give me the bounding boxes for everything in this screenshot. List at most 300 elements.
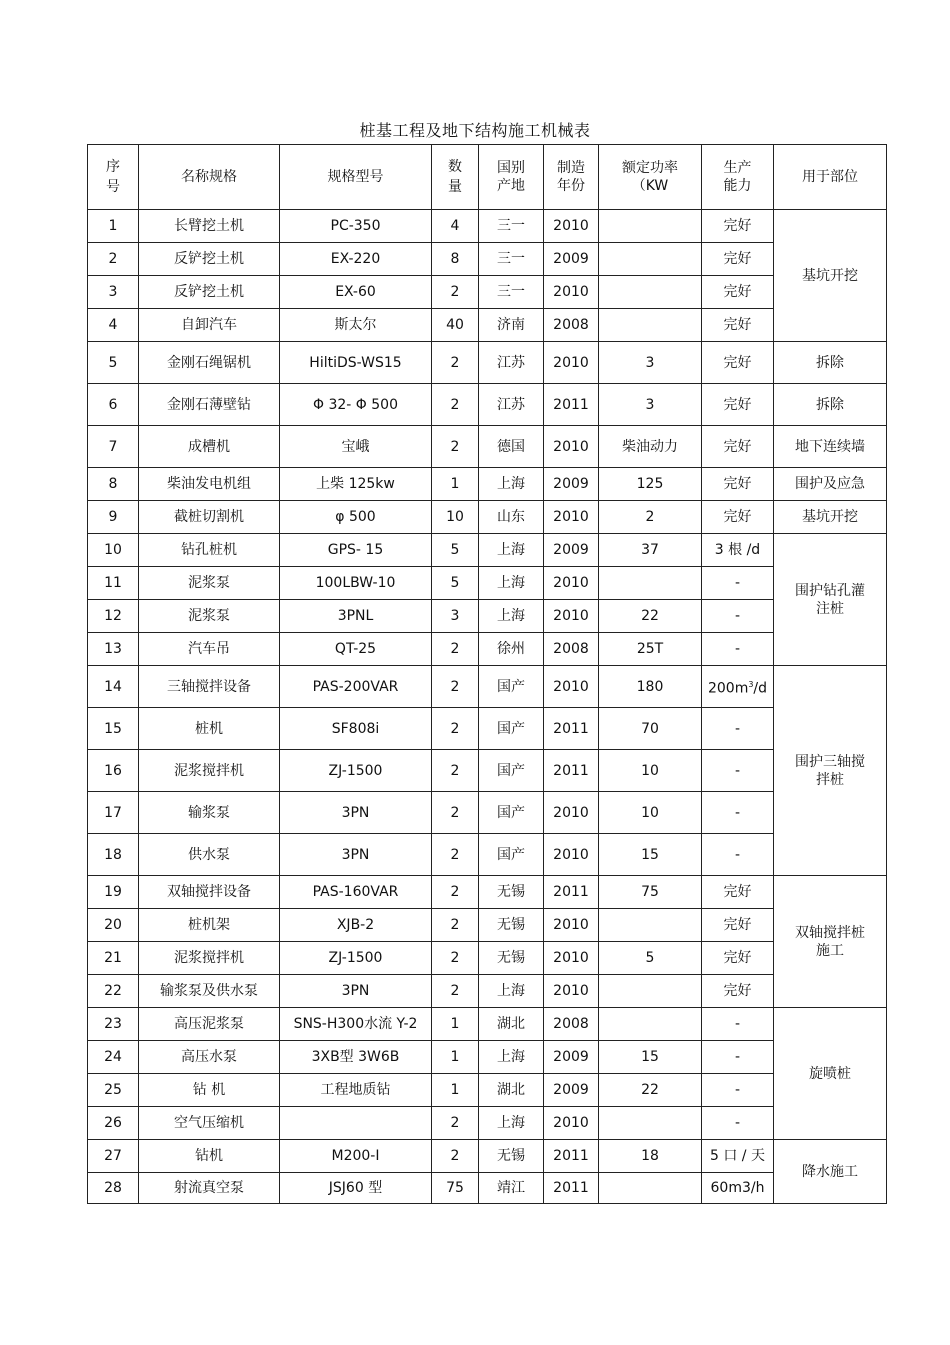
cell-capacity — [702, 534, 774, 567]
machinery-table — [87, 144, 887, 1204]
cell-name-text: 桩机架 — [188, 917, 230, 933]
cell-model-text: SNS-H300水流 Y-2 — [293, 1016, 418, 1032]
cell-power — [599, 909, 702, 942]
cell-year-text: 2009 — [553, 542, 589, 558]
cell-name — [139, 1074, 280, 1107]
cell-power — [599, 567, 702, 600]
cell-no-text: 15 — [104, 720, 122, 737]
cell-power — [599, 600, 702, 633]
cell-power — [599, 942, 702, 975]
cell-name-text: 三轴搅拌设备 — [167, 678, 251, 695]
cell-model-text: 100LBW-10 — [315, 575, 396, 591]
cell-origin — [479, 792, 544, 834]
cell-origin-text: 靖江 — [497, 1180, 525, 1196]
cell-origin-text: 无锡 — [497, 950, 525, 966]
header-row — [88, 145, 887, 210]
cell-model — [280, 243, 432, 276]
cell-capacity-superscript: 3 — [748, 679, 754, 689]
header-name: 名称规格 — [139, 145, 280, 210]
cell-no — [88, 501, 139, 534]
cell-usage — [774, 534, 887, 666]
cell-no — [88, 1041, 139, 1074]
cell-capacity-text: 完好 — [723, 917, 752, 933]
cell-usage — [774, 342, 887, 384]
cell-model-text: PC-350 — [330, 218, 381, 234]
cell-no — [88, 975, 139, 1008]
cell-model — [280, 384, 432, 426]
cell-no-text: 13 — [104, 641, 122, 657]
cell-year-text: 2010 — [553, 608, 589, 624]
cell-no-text: 22 — [104, 983, 122, 999]
cell-model-text: SF808i — [331, 720, 380, 737]
cell-origin-text: 无锡 — [497, 917, 525, 933]
cell-usage-text: 围护及应急 — [795, 476, 865, 492]
header-power: 额定功率 （KW — [599, 145, 702, 210]
cell-year — [544, 426, 599, 468]
cell-name — [139, 708, 280, 750]
cell-no-text: 27 — [104, 1148, 122, 1164]
cell-qty — [432, 309, 479, 342]
cell-origin-text: 江苏 — [497, 354, 525, 371]
cell-year — [544, 1140, 599, 1173]
cell-power — [599, 384, 702, 426]
cell-origin — [479, 1074, 544, 1107]
cell-model-text: GPS- 15 — [327, 542, 384, 558]
cell-model-text: 3XB型 3W6B — [311, 1049, 400, 1065]
cell-origin-text: 国产 — [497, 678, 525, 695]
cell-name-text: 成槽机 — [188, 438, 230, 455]
table-row — [88, 426, 887, 468]
cell-qty-text: 75 — [446, 1180, 464, 1196]
cell-power — [599, 1008, 702, 1041]
cell-capacity-text: 完好 — [723, 317, 752, 333]
cell-no-text: 10 — [104, 542, 122, 558]
cell-power — [599, 426, 702, 468]
cell-no-text: 14 — [104, 678, 122, 695]
table-row — [88, 876, 887, 909]
cell-power — [599, 501, 702, 534]
cell-capacity — [702, 834, 774, 876]
cell-model — [280, 909, 432, 942]
table-row — [88, 666, 887, 708]
header-year: 制造 年份 — [544, 145, 599, 210]
cell-qty-text: 1 — [450, 476, 460, 492]
cell-origin — [479, 210, 544, 243]
cell-origin — [479, 501, 544, 534]
cell-no-text: 7 — [108, 438, 118, 455]
cell-power — [599, 276, 702, 309]
cell-year-text: 2010 — [553, 804, 589, 821]
cell-name — [139, 342, 280, 384]
cell-year — [544, 666, 599, 708]
cell-capacity — [702, 1107, 774, 1140]
cell-capacity-text: - — [734, 608, 741, 624]
cell-qty — [432, 567, 479, 600]
cell-power-text: 柴油动力 — [622, 438, 678, 455]
cell-qty — [432, 426, 479, 468]
cell-power — [599, 1173, 702, 1204]
cell-no-text: 19 — [104, 884, 122, 900]
cell-usage — [774, 876, 887, 1008]
cell-year — [544, 1107, 599, 1140]
cell-origin — [479, 876, 544, 909]
cell-no-text: 6 — [108, 396, 118, 413]
cell-name — [139, 210, 280, 243]
table-row — [88, 1008, 887, 1041]
cell-power-text: 2 — [645, 509, 655, 525]
cell-name — [139, 1041, 280, 1074]
cell-no — [88, 210, 139, 243]
table-row — [88, 342, 887, 384]
cell-power — [599, 975, 702, 1008]
cell-name — [139, 567, 280, 600]
header-model: 规格型号 — [280, 145, 432, 210]
cell-power — [599, 243, 702, 276]
cell-name-text: 钻 机 — [192, 1082, 226, 1098]
cell-no — [88, 1074, 139, 1107]
cell-no — [88, 708, 139, 750]
cell-power — [599, 309, 702, 342]
cell-capacity-text: 60m3/h — [710, 1180, 765, 1196]
cell-capacity-text: 完好 — [723, 251, 752, 267]
header-capacity: 生产 能力 — [702, 145, 774, 210]
cell-origin — [479, 276, 544, 309]
table-row — [88, 600, 887, 633]
cell-model — [280, 1008, 432, 1041]
cell-no — [88, 876, 139, 909]
cell-power — [599, 468, 702, 501]
cell-origin-text: 国产 — [497, 762, 525, 779]
cell-qty-text: 2 — [450, 284, 460, 300]
cell-power — [599, 750, 702, 792]
cell-origin — [479, 342, 544, 384]
table-row — [88, 384, 887, 426]
cell-year — [544, 1041, 599, 1074]
table-row — [88, 567, 887, 600]
cell-name-text: 输浆泵 — [188, 804, 230, 821]
cell-name-text: 柴油发电机组 — [167, 476, 251, 492]
cell-origin-text: 国产 — [497, 720, 525, 737]
cell-qty — [432, 633, 479, 666]
cell-qty — [432, 792, 479, 834]
cell-no-text: 2 — [108, 251, 118, 267]
cell-year-text: 2011 — [553, 1180, 589, 1196]
cell-origin-text: 国产 — [497, 846, 525, 863]
cell-usage-text: 围护钻孔灌 注桩 — [795, 582, 865, 617]
cell-name-text: 供水泵 — [188, 846, 230, 863]
cell-year — [544, 750, 599, 792]
cell-model-text: 斯太尔 — [334, 317, 377, 333]
cell-power-text: 15 — [641, 1049, 659, 1065]
cell-no — [88, 276, 139, 309]
cell-year-text: 2009 — [553, 476, 589, 492]
cell-no — [88, 792, 139, 834]
cell-model-text: JSJ60 型 — [328, 1180, 383, 1196]
cell-capacity-text: 完好 — [723, 884, 752, 900]
cell-usage-text: 降水施工 — [802, 1163, 858, 1180]
table-row — [88, 909, 887, 942]
cell-power — [599, 1074, 702, 1107]
cell-name-text: 金刚石绳锯机 — [167, 354, 251, 371]
cell-power-text: 10 — [641, 804, 659, 821]
cell-no — [88, 942, 139, 975]
cell-qty-text: 8 — [450, 251, 460, 267]
cell-year-text: 2010 — [553, 509, 589, 525]
cell-name-text: 泥浆泵 — [188, 608, 230, 624]
cell-power-text: 37 — [641, 542, 659, 558]
cell-name — [139, 309, 280, 342]
cell-capacity-text: - — [734, 1115, 741, 1131]
cell-capacity — [702, 1008, 774, 1041]
cell-origin-text: 上海 — [497, 1049, 525, 1065]
cell-power-text: 10 — [641, 762, 659, 779]
cell-qty — [432, 1107, 479, 1140]
cell-origin-text: 三一 — [497, 251, 525, 267]
cell-qty — [432, 468, 479, 501]
cell-capacity — [702, 342, 774, 384]
cell-model-text: PAS-160VAR — [312, 884, 399, 900]
cell-no — [88, 633, 139, 666]
cell-name-text: 泥浆搅拌机 — [174, 950, 244, 966]
cell-no-text: 3 — [108, 284, 118, 300]
cell-no-text: 9 — [108, 509, 118, 525]
cell-year-text: 2010 — [553, 354, 589, 371]
cell-power — [599, 708, 702, 750]
cell-qty — [432, 1173, 479, 1204]
cell-name — [139, 1173, 280, 1204]
cell-no — [88, 468, 139, 501]
table-row — [88, 975, 887, 1008]
cell-qty-text: 1 — [450, 1049, 460, 1065]
cell-usage — [774, 666, 887, 876]
cell-origin-text: 上海 — [497, 575, 525, 591]
cell-year-text: 2008 — [553, 641, 589, 657]
cell-power-text: 75 — [641, 884, 659, 900]
cell-qty-text: 10 — [446, 509, 464, 525]
cell-year — [544, 942, 599, 975]
cell-qty — [432, 1140, 479, 1173]
cell-origin — [479, 384, 544, 426]
cell-origin-text: 徐州 — [497, 641, 525, 657]
cell-model — [280, 942, 432, 975]
cell-name-text: 输浆泵及供水泵 — [160, 983, 258, 999]
cell-year-text: 2010 — [553, 917, 589, 933]
cell-model-text: HiltiDS-WS15 — [309, 354, 402, 371]
cell-capacity — [702, 750, 774, 792]
cell-name-text: 汽车吊 — [188, 641, 230, 657]
cell-no-text: 21 — [104, 950, 122, 966]
cell-origin — [479, 567, 544, 600]
cell-capacity-text: - — [734, 1016, 741, 1032]
cell-no-text: 12 — [104, 608, 122, 624]
cell-model-text: PAS-200VAR — [312, 678, 399, 695]
cell-qty-text: 5 — [450, 575, 460, 591]
cell-qty-text: 2 — [450, 396, 460, 413]
table-row — [88, 708, 887, 750]
cell-usage-text: 围护三轴搅 拌桩 — [795, 753, 865, 788]
cell-year — [544, 534, 599, 567]
cell-qty — [432, 1041, 479, 1074]
cell-origin — [479, 243, 544, 276]
cell-year-text: 2010 — [553, 678, 589, 695]
cell-power — [599, 792, 702, 834]
cell-year-text: 2010 — [553, 1115, 589, 1131]
cell-usage — [774, 426, 887, 468]
cell-name-text: 高压泥浆泵 — [174, 1016, 244, 1032]
cell-year-text: 2009 — [553, 1082, 589, 1098]
cell-capacity-text: - — [734, 575, 741, 591]
cell-usage-text: 拆除 — [816, 354, 844, 371]
cell-name-text: 泥浆泵 — [188, 575, 230, 591]
cell-model — [280, 1041, 432, 1074]
cell-usage-text: 基坑开挖 — [802, 509, 858, 525]
table-row — [88, 309, 887, 342]
cell-no-text: 24 — [104, 1049, 122, 1065]
cell-model — [280, 834, 432, 876]
cell-power-text: 3 — [645, 396, 655, 413]
cell-capacity — [702, 633, 774, 666]
cell-qty-text: 2 — [450, 917, 460, 933]
cell-origin-text: 湖北 — [497, 1016, 525, 1032]
cell-origin-text: 上海 — [497, 983, 525, 999]
cell-year-text: 2010 — [553, 438, 589, 455]
cell-origin-text: 三一 — [497, 218, 525, 234]
cell-model — [280, 210, 432, 243]
cell-power — [599, 210, 702, 243]
cell-origin — [479, 600, 544, 633]
cell-origin-text: 山东 — [497, 509, 525, 525]
cell-qty-text: 3 — [450, 608, 460, 624]
cell-year-text: 2011 — [553, 720, 589, 737]
cell-origin — [479, 1173, 544, 1204]
cell-qty-text: 2 — [450, 1115, 460, 1131]
cell-year-text: 2011 — [553, 884, 589, 900]
cell-model — [280, 1074, 432, 1107]
cell-name-text: 金刚石薄壁钻 — [167, 396, 251, 413]
cell-year-text: 2011 — [553, 762, 589, 779]
cell-qty — [432, 975, 479, 1008]
cell-capacity — [702, 309, 774, 342]
cell-capacity-text: - — [734, 720, 741, 737]
cell-origin — [479, 666, 544, 708]
header-no: 序 号 — [88, 145, 139, 210]
cell-qty — [432, 942, 479, 975]
cell-name — [139, 975, 280, 1008]
cell-name — [139, 834, 280, 876]
cell-capacity — [702, 567, 774, 600]
cell-model — [280, 792, 432, 834]
header-origin: 国别 产地 — [479, 145, 544, 210]
cell-power-text: 18 — [641, 1148, 659, 1164]
cell-qty-text: 2 — [450, 983, 460, 999]
cell-model — [280, 1140, 432, 1173]
cell-no-text: 28 — [104, 1180, 122, 1196]
cell-model — [280, 750, 432, 792]
cell-model-text: 3PN — [341, 983, 370, 999]
cell-name-text: 自卸汽车 — [181, 317, 237, 333]
cell-model-text: 宝峨 — [341, 438, 370, 455]
table-row — [88, 633, 887, 666]
cell-qty — [432, 876, 479, 909]
cell-no — [88, 1008, 139, 1041]
cell-no-text: 17 — [104, 804, 122, 821]
cell-power-text: 5 — [645, 950, 655, 966]
cell-usage-text: 旋喷桩 — [809, 1065, 851, 1082]
cell-power — [599, 834, 702, 876]
cell-capacity — [702, 426, 774, 468]
cell-year — [544, 567, 599, 600]
cell-origin-text: 三一 — [497, 284, 525, 300]
cell-name-text: 钻孔桩机 — [181, 542, 237, 558]
cell-year — [544, 975, 599, 1008]
cell-qty — [432, 384, 479, 426]
cell-year — [544, 876, 599, 909]
cell-power — [599, 1107, 702, 1140]
cell-year — [544, 384, 599, 426]
cell-model-text: 工程地质钻 — [320, 1082, 391, 1098]
cell-no — [88, 666, 139, 708]
table-row — [88, 834, 887, 876]
cell-origin — [479, 834, 544, 876]
cell-no-text: 11 — [104, 575, 122, 591]
cell-qty-text: 2 — [450, 354, 460, 371]
cell-name-text: 桩机 — [195, 720, 223, 737]
cell-no-text: 16 — [104, 762, 122, 779]
cell-year-text: 2009 — [553, 251, 589, 267]
cell-no-text: 18 — [104, 846, 122, 863]
cell-qty — [432, 708, 479, 750]
cell-capacity-text: 完好 — [723, 396, 752, 413]
cell-capacity-text: 完好 — [723, 950, 752, 966]
cell-no — [88, 834, 139, 876]
cell-origin — [479, 942, 544, 975]
cell-name — [139, 534, 280, 567]
cell-capacity — [702, 210, 774, 243]
cell-model-text: EX-60 — [335, 284, 376, 300]
cell-no — [88, 1173, 139, 1204]
table-row — [88, 1140, 887, 1173]
table-row — [88, 210, 887, 243]
cell-capacity — [702, 1173, 774, 1204]
cell-qty-text: 40 — [446, 317, 464, 333]
cell-usage-text: 双轴搅拌桩 施工 — [795, 924, 865, 959]
cell-no — [88, 309, 139, 342]
cell-capacity — [702, 942, 774, 975]
cell-capacity-text: - — [734, 1049, 741, 1065]
cell-qty-text: 2 — [450, 641, 460, 657]
cell-name — [139, 243, 280, 276]
cell-qty — [432, 210, 479, 243]
cell-model — [280, 309, 432, 342]
cell-year-text: 2010 — [553, 846, 589, 863]
cell-qty — [432, 501, 479, 534]
cell-qty — [432, 1008, 479, 1041]
cell-name — [139, 501, 280, 534]
cell-power — [599, 342, 702, 384]
cell-capacity-text: - — [734, 762, 741, 779]
cell-year-text: 2010 — [553, 950, 589, 966]
cell-year-text: 2010 — [553, 575, 589, 591]
cell-qty — [432, 750, 479, 792]
cell-no-text: 5 — [108, 354, 118, 371]
cell-qty-text: 2 — [450, 950, 460, 966]
cell-qty-text: 2 — [450, 762, 460, 779]
cell-capacity-text: 完好 — [723, 284, 752, 300]
cell-model-text: ZJ-1500 — [328, 762, 383, 779]
cell-origin-text: 国产 — [497, 804, 525, 821]
cell-power-text: 70 — [641, 720, 659, 737]
cell-capacity-text: 完好 — [723, 354, 752, 371]
